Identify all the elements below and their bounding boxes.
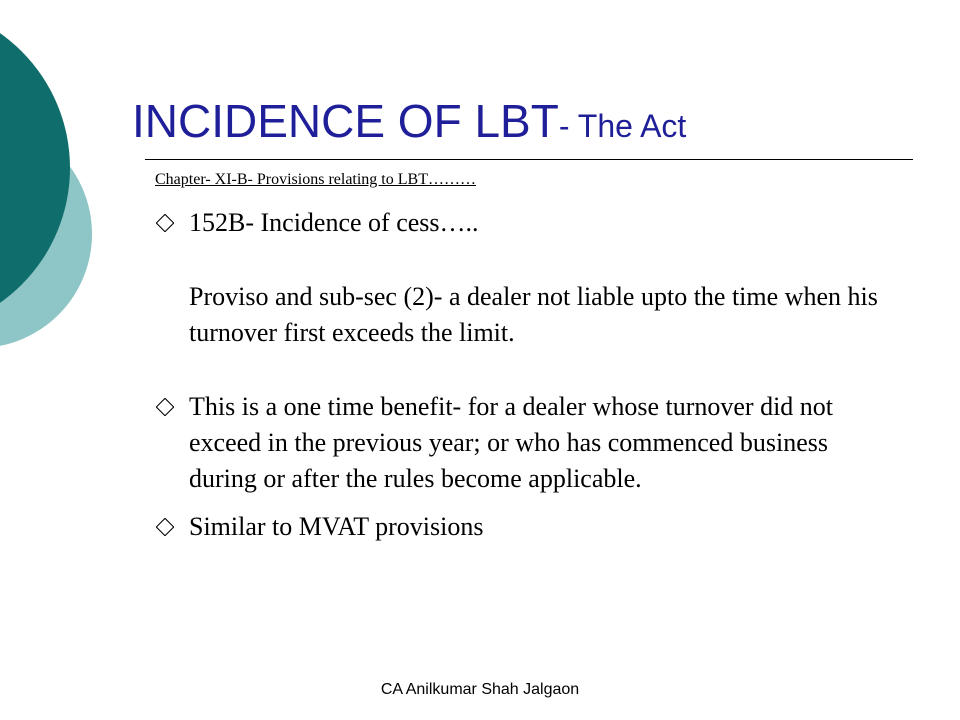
bullet-text: Similar to MVAT provisions [189, 512, 484, 541]
hollow-square-bullet-icon [156, 518, 174, 536]
title-suffix: - The Act [558, 108, 687, 144]
slide-title [132, 95, 687, 147]
title-main: INCIDENCE OF LBT [132, 95, 559, 147]
slide-footer: CA Anilkumar Shah Jalgaon [380, 681, 580, 698]
hollow-square-bullet-icon [156, 214, 174, 232]
title-divider [145, 159, 913, 160]
decorative-circles [0, 0, 110, 420]
hollow-square-bullet-icon [156, 398, 174, 416]
bullet-text: Proviso and sub-sec (2)- a dealer not liable upto the time when his turnover first exceeds the limit. [189, 282, 878, 347]
chapter-subtitle: Chapter- XI-B- Provisions relating to LBT……… [155, 171, 476, 188]
bullet-item-mvat [150, 509, 885, 545]
bullet-list [150, 205, 885, 545]
bullet-item-one-time-benefit [150, 389, 885, 497]
bullet-text: This is a one time benefit- for a dealer whose turnover did not exceed in the previous year; or who has commenced business during or after the rules become applicable. [189, 392, 834, 493]
bullet-item-incidence [150, 205, 885, 241]
bullet-item-proviso [150, 279, 885, 351]
bullet-text: 152B- Incidence of cess….. [189, 208, 479, 237]
